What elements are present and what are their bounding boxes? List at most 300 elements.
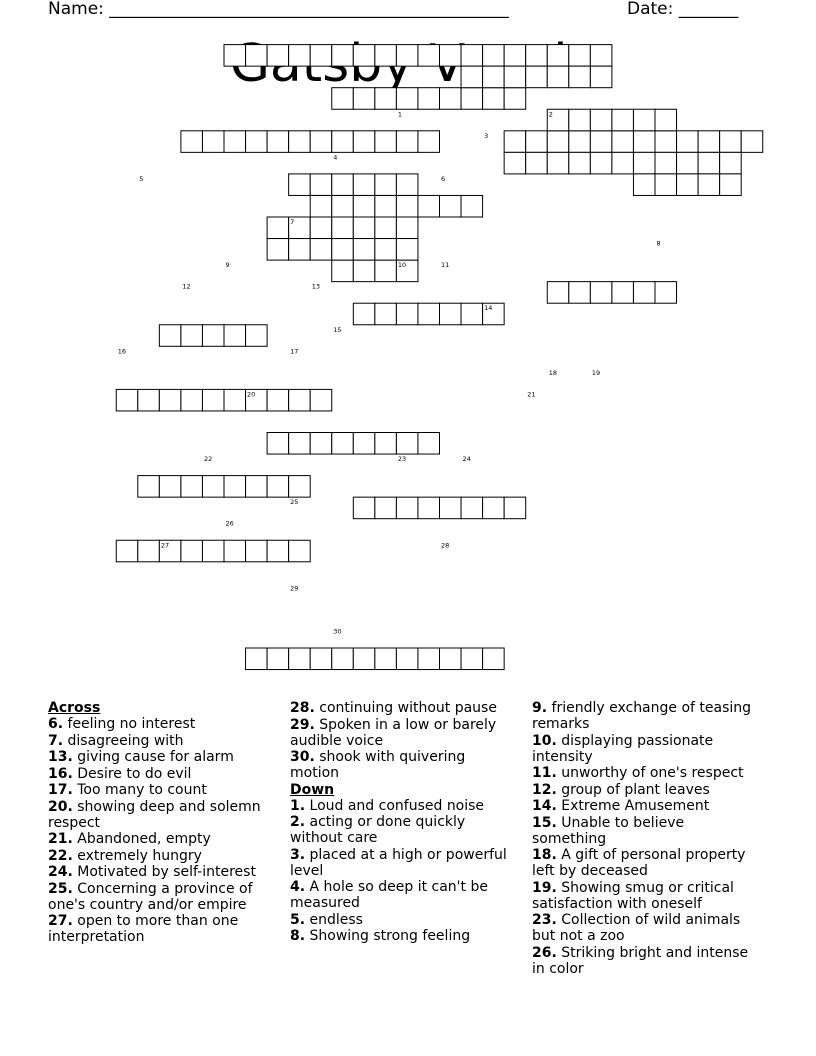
grid-cell[interactable] xyxy=(202,131,224,153)
clue-item-text: Showing strong feeling xyxy=(305,928,471,944)
clue-number: 16 xyxy=(117,347,127,356)
grid-cell[interactable] xyxy=(633,131,655,153)
clue-item-text: Desire to do evil xyxy=(72,765,192,782)
grid-cell[interactable] xyxy=(440,648,462,670)
grid-cell[interactable] xyxy=(353,497,375,519)
clue-item xyxy=(290,717,512,749)
clue-number: 10 xyxy=(397,261,407,270)
name-field-label: Name: _______________________________________________ xyxy=(48,0,509,19)
clue-item-text: friendly exchange of teasing remarks xyxy=(532,700,752,732)
clue-item-number: 9. xyxy=(532,700,548,716)
clue-number: 1 xyxy=(397,110,403,119)
clue-item xyxy=(290,798,512,814)
clue-item-number: 7. xyxy=(48,732,64,749)
grid-cell[interactable] xyxy=(375,239,397,261)
clue-column-1 xyxy=(48,700,270,946)
clue-item xyxy=(290,749,512,781)
clue-item xyxy=(290,847,512,879)
grid-cell[interactable] xyxy=(418,303,440,325)
grid-cell[interactable] xyxy=(332,174,354,196)
clue-item-number: 19. xyxy=(532,879,557,896)
clue-item-number: 22. xyxy=(48,847,73,864)
clue-number: 23 xyxy=(397,455,407,464)
clue-item-text: Motivated by self-interest xyxy=(72,864,256,880)
grid-cell[interactable] xyxy=(504,152,526,174)
clue-item xyxy=(48,848,270,864)
grid-cell[interactable] xyxy=(375,497,397,519)
grid-cell[interactable] xyxy=(310,195,332,217)
grid-cell[interactable] xyxy=(612,131,634,153)
grid-cell[interactable] xyxy=(289,389,311,411)
grid-cell[interactable] xyxy=(138,389,160,411)
clue-item xyxy=(532,880,760,912)
grid-cell[interactable] xyxy=(569,109,591,131)
grid-cell[interactable] xyxy=(246,131,268,153)
clue-item-text: Collection of wild animals but not a zoo xyxy=(532,912,741,944)
grid-cell[interactable] xyxy=(418,131,440,153)
grid-cell[interactable] xyxy=(590,66,612,88)
grid-cell[interactable] xyxy=(461,45,483,67)
clue-number: 17 xyxy=(290,347,299,356)
clue-item-number: 29. xyxy=(290,716,315,733)
grid-cell[interactable] xyxy=(332,239,354,261)
grid-cell[interactable] xyxy=(353,88,375,110)
grid-cell[interactable] xyxy=(440,88,462,110)
grid-cell[interactable] xyxy=(483,497,505,519)
clue-item xyxy=(532,700,760,732)
clue-item xyxy=(48,913,270,945)
grid-cell[interactable] xyxy=(461,88,483,110)
grid-cell[interactable] xyxy=(375,433,397,455)
clue-item-number: 10. xyxy=(532,732,557,749)
clue-item-number: 5. xyxy=(290,911,306,928)
clue-number: 30 xyxy=(333,627,342,636)
clue-item-number: 13. xyxy=(48,749,73,765)
clue-number: 22 xyxy=(203,455,213,464)
grid-cell[interactable] xyxy=(310,217,332,239)
grid-cell[interactable] xyxy=(655,174,677,196)
grid-cell[interactable] xyxy=(332,648,354,670)
grid-cell[interactable] xyxy=(375,260,397,282)
grid-cell[interactable] xyxy=(677,131,699,153)
grid-cell[interactable] xyxy=(267,433,289,455)
grid-cell[interactable] xyxy=(310,433,332,455)
grid-cell[interactable] xyxy=(590,282,612,304)
grid-cell[interactable] xyxy=(440,195,462,217)
grid-cell[interactable] xyxy=(202,389,224,411)
grid-cell[interactable] xyxy=(483,648,505,670)
grid-cell[interactable] xyxy=(483,88,505,110)
grid-cell[interactable] xyxy=(418,88,440,110)
grid-cell[interactable] xyxy=(612,109,634,131)
grid-cell[interactable] xyxy=(353,217,375,239)
clue-item-text: Concerning a province of one's country and/or empire xyxy=(48,880,253,913)
clue-number: 7 xyxy=(290,218,295,226)
grid-cell[interactable] xyxy=(720,174,742,196)
grid-cell[interactable] xyxy=(396,195,418,217)
grid-cell[interactable] xyxy=(332,433,354,455)
grid-cell[interactable] xyxy=(202,540,224,562)
grid-cell[interactable] xyxy=(396,88,418,110)
clue-item-text: Showing smug or critical satisfaction with oneself xyxy=(532,879,734,912)
grid-cell[interactable] xyxy=(504,497,526,519)
grid-cell[interactable] xyxy=(698,131,720,153)
grid-cell[interactable] xyxy=(526,66,548,88)
clue-item-text: feeling no interest xyxy=(63,716,196,732)
clue-item-text: displaying passionate intensity xyxy=(532,732,714,765)
clue-item-text: Extreme Amusement xyxy=(556,798,710,814)
clue-item xyxy=(532,765,760,781)
grid-cell[interactable] xyxy=(353,433,375,455)
clue-item xyxy=(48,733,270,749)
clue-number: 15 xyxy=(333,325,342,334)
grid-cell[interactable] xyxy=(310,389,332,411)
grid-cell[interactable] xyxy=(526,152,548,174)
grid-cell[interactable] xyxy=(547,282,569,304)
grid-cell[interactable] xyxy=(504,45,526,67)
grid-cell[interactable] xyxy=(246,476,268,498)
grid-cell[interactable] xyxy=(396,174,418,196)
grid-cell[interactable] xyxy=(224,389,246,411)
clue-item-number: 14. xyxy=(532,798,557,814)
grid-cell[interactable] xyxy=(720,152,742,174)
clue-item xyxy=(48,831,270,847)
clue-item-text: disagreeing with xyxy=(63,732,184,749)
grid-cell[interactable] xyxy=(396,497,418,519)
clue-item-number: 3. xyxy=(290,846,306,863)
grid-cell[interactable] xyxy=(418,433,440,455)
grid-cell[interactable] xyxy=(440,45,462,67)
clue-number: 5 xyxy=(139,174,144,183)
grid-cell[interactable] xyxy=(353,174,375,196)
clue-number: 27 xyxy=(160,541,170,550)
clue-item-text: Abandoned, empty xyxy=(72,831,211,847)
clue-item-text: Too many to count xyxy=(72,782,207,798)
clue-item-text: continuing without pause xyxy=(314,700,497,716)
grid-cell[interactable] xyxy=(224,45,246,67)
clue-item xyxy=(532,945,760,977)
grid-cell[interactable] xyxy=(569,152,591,174)
grid-cell[interactable] xyxy=(569,66,591,88)
grid-cell[interactable] xyxy=(569,282,591,304)
grid-cell[interactable] xyxy=(655,131,677,153)
grid-cell[interactable] xyxy=(547,152,569,174)
clue-column-3 xyxy=(532,700,760,977)
clue-item-number: 25. xyxy=(48,880,73,897)
clue-item xyxy=(532,847,760,879)
grid-cell[interactable] xyxy=(116,540,138,562)
clue-item-text: shook with quivering motion xyxy=(290,749,466,781)
grid-cell[interactable] xyxy=(310,174,332,196)
clue-number: 13 xyxy=(311,282,320,291)
clue-item xyxy=(48,881,270,913)
clue-item xyxy=(48,799,270,831)
clue-item-text: acting or done quickly without care xyxy=(290,814,466,846)
grid-cell[interactable] xyxy=(289,174,311,196)
clue-item xyxy=(48,749,270,765)
grid-cell[interactable] xyxy=(375,648,397,670)
grid-cell[interactable] xyxy=(353,45,375,67)
grid-cell[interactable] xyxy=(504,66,526,88)
grid-cell[interactable] xyxy=(289,433,311,455)
clue-item-number: 6. xyxy=(48,716,64,732)
clue-item-number: 2. xyxy=(290,814,306,830)
grid-cell[interactable] xyxy=(267,239,289,261)
grid-cell[interactable] xyxy=(396,303,418,325)
grid-cell[interactable] xyxy=(375,303,397,325)
grid-cell[interactable] xyxy=(590,109,612,131)
grid-cell[interactable] xyxy=(547,66,569,88)
clue-item-number: 24. xyxy=(48,864,73,880)
grid-cell[interactable] xyxy=(396,239,418,261)
clue-item xyxy=(48,782,270,798)
grid-cell[interactable] xyxy=(504,131,526,153)
grid-cell[interactable] xyxy=(246,648,268,670)
clue-item-text: endless xyxy=(305,911,363,928)
clue-item xyxy=(290,814,512,846)
grid-cell[interactable] xyxy=(612,152,634,174)
grid-cell[interactable] xyxy=(590,152,612,174)
grid-cell[interactable] xyxy=(224,540,246,562)
grid-cell[interactable] xyxy=(181,131,203,153)
clue-item xyxy=(48,766,270,782)
grid-cell[interactable] xyxy=(375,217,397,239)
grid-cell[interactable] xyxy=(353,195,375,217)
grid-cell[interactable] xyxy=(267,45,289,67)
clue-number: 2 xyxy=(548,110,553,119)
grid-cell[interactable] xyxy=(246,540,268,562)
grid-cell[interactable] xyxy=(396,45,418,67)
clue-item-text: extremely hungry xyxy=(72,847,202,864)
grid-cell[interactable] xyxy=(590,45,612,67)
clue-item-text: group of plant leaves xyxy=(556,781,710,798)
grid-cell[interactable] xyxy=(310,45,332,67)
clue-number: 3 xyxy=(484,131,489,140)
grid-cell[interactable] xyxy=(418,45,440,67)
clue-item-number: 4. xyxy=(290,879,306,895)
grid-cell[interactable] xyxy=(159,325,181,347)
grid-cell[interactable] xyxy=(633,109,655,131)
grid-cell[interactable] xyxy=(267,389,289,411)
grid-cell[interactable] xyxy=(440,497,462,519)
clue-item xyxy=(290,700,512,716)
grid-cell[interactable] xyxy=(289,648,311,670)
grid-cell[interactable] xyxy=(526,131,548,153)
clue-item-text: A gift of personal property left by deceased xyxy=(532,847,746,879)
grid-cell[interactable] xyxy=(267,217,289,239)
grid-cell[interactable] xyxy=(655,282,677,304)
clue-item-number: 8. xyxy=(290,928,306,944)
grid-cell[interactable] xyxy=(375,195,397,217)
grid-cell[interactable] xyxy=(396,648,418,670)
grid-cell[interactable] xyxy=(224,476,246,498)
grid-cell[interactable] xyxy=(159,476,181,498)
clue-number: 20 xyxy=(247,390,256,399)
clue-number: 12 xyxy=(182,282,191,291)
grid-cell[interactable] xyxy=(289,131,311,153)
grid-cell[interactable] xyxy=(633,174,655,196)
clue-item-number: 20. xyxy=(48,798,73,815)
clue-number: 29 xyxy=(290,584,299,593)
grid-cell[interactable] xyxy=(375,88,397,110)
clue-item xyxy=(290,912,512,928)
grid-cell[interactable] xyxy=(461,195,483,217)
grid-cell[interactable] xyxy=(418,195,440,217)
clue-item-text: Loud and confused noise xyxy=(305,797,485,814)
clue-item-text: Striking bright and intense in color xyxy=(532,944,749,977)
grid-cell[interactable] xyxy=(332,195,354,217)
grid-cell[interactable] xyxy=(396,217,418,239)
clue-item-number: 16. xyxy=(48,765,73,782)
grid-cell[interactable] xyxy=(332,217,354,239)
grid-cell[interactable] xyxy=(569,45,591,67)
grid-cell[interactable] xyxy=(353,260,375,282)
grid-cell[interactable] xyxy=(612,282,634,304)
clue-item-text: A hole so deep it can't be measured xyxy=(290,879,488,911)
clue-item xyxy=(532,815,760,847)
grid-cell[interactable] xyxy=(181,389,203,411)
grid-cell[interactable] xyxy=(698,174,720,196)
clue-number: 21 xyxy=(527,390,536,399)
grid-cell[interactable] xyxy=(698,152,720,174)
grid-cell[interactable] xyxy=(353,131,375,153)
clue-item-number: 18. xyxy=(532,847,557,863)
grid-cell[interactable] xyxy=(504,88,526,110)
clue-column-2 xyxy=(290,700,512,945)
clue-item xyxy=(532,733,760,765)
grid-cell[interactable] xyxy=(224,325,246,347)
grid-cell[interactable] xyxy=(267,131,289,153)
clue-item-number: 30. xyxy=(290,749,315,765)
grid-cell[interactable] xyxy=(332,131,354,153)
clue-item-text: open to more than one interpretation xyxy=(48,913,239,945)
date-field-label: Date: _______ xyxy=(627,0,739,19)
clue-item xyxy=(290,879,512,911)
clue-item-number: 27. xyxy=(48,913,73,929)
grid-cell[interactable] xyxy=(569,131,591,153)
grid-cell[interactable] xyxy=(440,303,462,325)
clue-item xyxy=(532,912,760,944)
grid-cell[interactable] xyxy=(483,66,505,88)
clue-item-text: Unable to believe something xyxy=(532,814,685,847)
grid-cell[interactable] xyxy=(310,131,332,153)
grid-cell[interactable] xyxy=(202,476,224,498)
clue-item xyxy=(532,782,760,798)
clue-item-text: placed at a high or powerful level xyxy=(290,846,507,879)
clue-item-number: 23. xyxy=(532,912,557,928)
clue-item-number: 26. xyxy=(532,944,557,961)
grid-cell[interactable] xyxy=(332,260,354,282)
grid-cell[interactable] xyxy=(224,131,246,153)
grid-cell[interactable] xyxy=(116,389,138,411)
grid-cell[interactable] xyxy=(267,476,289,498)
grid-cell[interactable] xyxy=(310,648,332,670)
grid-cell[interactable] xyxy=(418,497,440,519)
clue-item-number: 12. xyxy=(532,781,557,798)
grid-cell[interactable] xyxy=(461,66,483,88)
clue-number: 14 xyxy=(484,304,493,313)
clue-number: 26 xyxy=(225,519,234,528)
clue-number: 11 xyxy=(441,261,450,270)
clue-item xyxy=(290,928,512,944)
grid-cell[interactable] xyxy=(138,540,160,562)
grid-cell[interactable] xyxy=(483,45,505,67)
grid-cell[interactable] xyxy=(526,45,548,67)
grid-cell[interactable] xyxy=(375,131,397,153)
clue-item-text: giving cause for alarm xyxy=(72,749,234,765)
grid-cell[interactable] xyxy=(289,45,311,67)
clue-item-number: 17. xyxy=(48,782,73,798)
grid-cell[interactable] xyxy=(396,131,418,153)
clue-item-number: 21. xyxy=(48,831,73,847)
grid-cell[interactable] xyxy=(655,109,677,131)
grid-cell[interactable] xyxy=(267,648,289,670)
clue-number: 28 xyxy=(441,541,450,550)
grid-cell[interactable] xyxy=(181,540,203,562)
grid-cell[interactable] xyxy=(677,174,699,196)
grid-cell[interactable] xyxy=(181,325,203,347)
clue-number: 19 xyxy=(591,368,601,377)
grid-cell[interactable] xyxy=(353,648,375,670)
clue-number: 18 xyxy=(548,368,558,377)
grid-cell[interactable] xyxy=(547,131,569,153)
grid-cell[interactable] xyxy=(289,239,311,261)
grid-cell[interactable] xyxy=(461,497,483,519)
grid-cell[interactable] xyxy=(720,131,742,153)
grid-cell[interactable] xyxy=(246,325,268,347)
clue-item-number: 15. xyxy=(532,814,557,831)
clue-item-number: 1. xyxy=(290,797,306,814)
grid-cell[interactable] xyxy=(461,303,483,325)
grid-cell[interactable] xyxy=(396,433,418,455)
grid-cell[interactable] xyxy=(310,239,332,261)
grid-cell[interactable] xyxy=(590,131,612,153)
grid-cell[interactable] xyxy=(332,88,354,110)
grid-cell[interactable] xyxy=(181,476,203,498)
grid-cell[interactable] xyxy=(353,303,375,325)
grid-cell[interactable] xyxy=(159,389,181,411)
clue-section-heading: Across xyxy=(48,700,101,716)
grid-cell[interactable] xyxy=(375,45,397,67)
grid-cell[interactable] xyxy=(633,282,655,304)
grid-cell[interactable] xyxy=(289,540,311,562)
grid-cell[interactable] xyxy=(633,152,655,174)
grid-cell[interactable] xyxy=(677,152,699,174)
grid-cell[interactable] xyxy=(461,648,483,670)
grid-cell[interactable] xyxy=(332,45,354,67)
clue-item-text: Spoken in a low or barely audible voice xyxy=(290,716,497,749)
grid-cell[interactable] xyxy=(741,131,763,153)
clue-number: 24 xyxy=(462,455,471,464)
clue-number: 25 xyxy=(290,498,299,507)
clue-item-text: showing deep and solemn respect xyxy=(48,798,261,831)
clue-number: 8 xyxy=(656,239,661,248)
grid-cell[interactable] xyxy=(267,540,289,562)
grid-cell[interactable] xyxy=(246,45,268,67)
grid-cell[interactable] xyxy=(138,476,160,498)
grid-cell[interactable] xyxy=(547,45,569,67)
grid-cell[interactable] xyxy=(375,174,397,196)
grid-cell[interactable] xyxy=(202,325,224,347)
clue-item-number: 11. xyxy=(532,765,557,781)
grid-cell[interactable] xyxy=(418,648,440,670)
clue-number: 4 xyxy=(333,153,338,162)
clue-item-number: 28. xyxy=(290,700,315,716)
clue-number: 6 xyxy=(441,174,446,183)
grid-cell[interactable] xyxy=(353,239,375,261)
grid-cell[interactable] xyxy=(289,476,311,498)
grid-cell[interactable] xyxy=(655,152,677,174)
